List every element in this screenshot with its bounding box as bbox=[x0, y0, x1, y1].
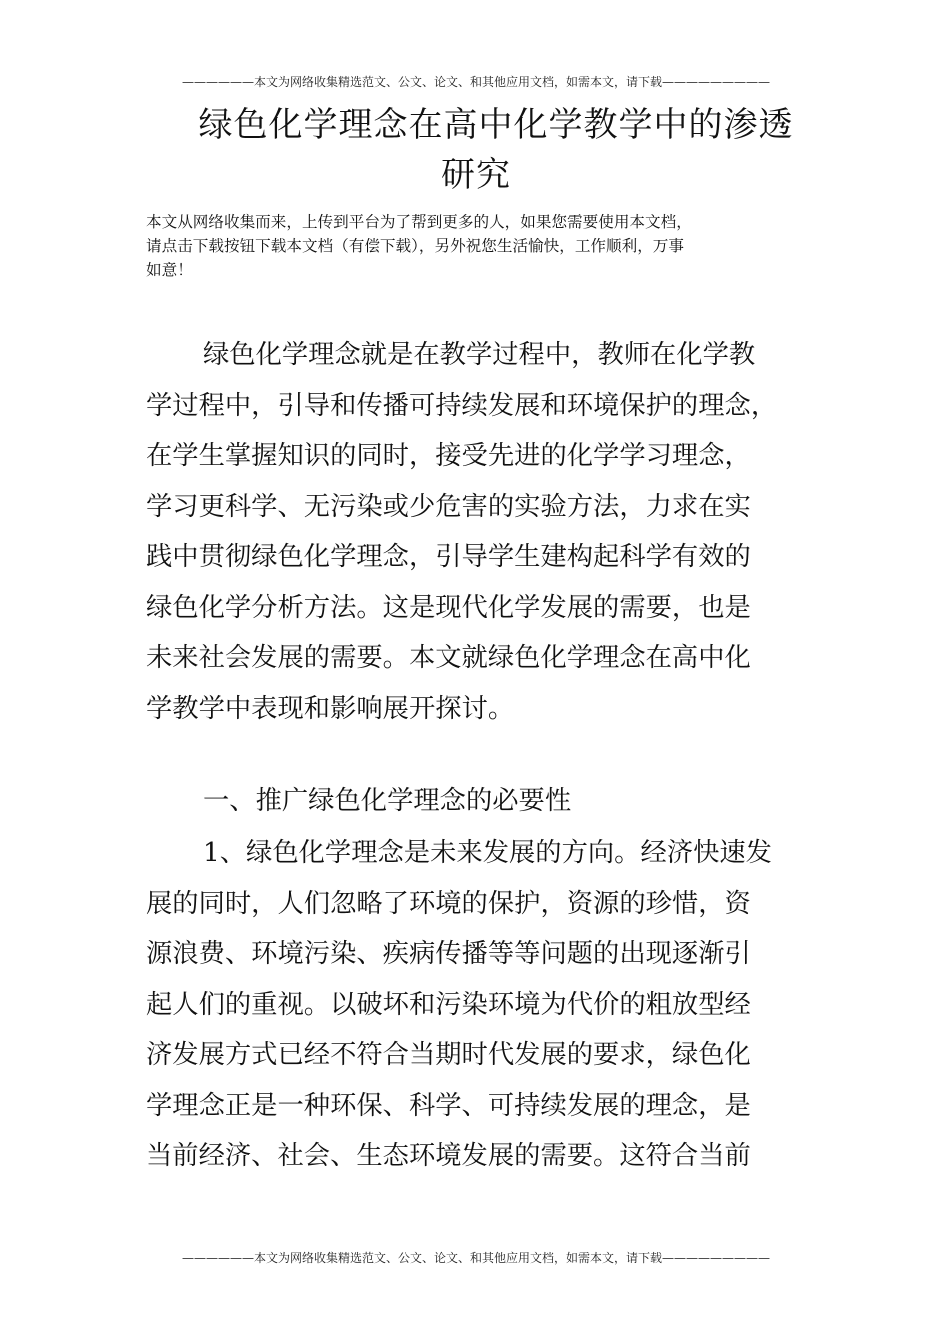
paragraph-line: 学过程中，引导和传播可持续发展和环境保护的理念， bbox=[146, 390, 778, 421]
paragraph-line: 学理念正是一种环保、科学、可持续发展的理念，是 bbox=[146, 1090, 751, 1121]
paragraph-line: 1、绿色化学理念是未来发展的方向。经济快速发 bbox=[203, 838, 772, 868]
notice-line: 本文从网络收集而来，上传到平台为了帮到更多的人，如果您需要使用本文档， bbox=[146, 213, 692, 231]
paragraph-line: 学习更科学、无污染或少危害的实验方法，力求在实 bbox=[146, 491, 751, 522]
paragraph-line: 展的同时，人们忽略了环境的保护，资源的珍惜，资 bbox=[146, 888, 751, 919]
paragraph-line: 在学生掌握知识的同时，接受先进的化学学习理念， bbox=[146, 441, 751, 471]
paragraph-line: 源浪费、环境污染、疾病传播等等问题的出现逐渐引 bbox=[146, 939, 751, 969]
notice-line: 请点击下载按钮下载本文档（有偿下载），另外祝您生活愉快，工作顺利，万事 bbox=[146, 237, 684, 255]
paragraph-line: 绿色化学理念就是在教学过程中，教师在化学教 bbox=[203, 340, 756, 370]
paragraph-line: 济发展方式已经不符合当期时代发展的要求，绿色化 bbox=[146, 1040, 751, 1070]
paragraph-line: 未来社会发展的需要。本文就绿色化学理念在高中化 bbox=[146, 643, 751, 673]
paragraph-line: 学教学中表现和影响展开探讨。 bbox=[146, 693, 515, 724]
header-banner: ——————本文为网络收集精选范文、公文、论文、和其他应用文档，如需本文，请下载————————— bbox=[181, 75, 770, 89]
paragraph-line: 践中贯彻绿色化学理念，引导学生建构起科学有效的 bbox=[146, 542, 751, 572]
notice-line: 如意！ bbox=[146, 261, 193, 279]
section-heading-text: 一、推广绿色化学理念的必要性 bbox=[203, 786, 572, 816]
section-paragraph bbox=[146, 828, 810, 1182]
section-heading bbox=[146, 776, 810, 827]
paragraph-line: 绿色化学分析方法。这是现代化学发展的需要，也是 bbox=[146, 592, 751, 623]
footer-banner: ——————本文为网络收集精选范文、公文、论文、和其他应用文档，如需本文，请下载————————— bbox=[181, 1251, 770, 1265]
intro-paragraph bbox=[146, 330, 810, 734]
paragraph-line: 起人们的重视。以破坏和污染环境为代价的粗放型经 bbox=[146, 989, 751, 1020]
download-notice bbox=[146, 210, 810, 282]
document-title bbox=[146, 100, 806, 200]
paragraph-line: 当前经济、社会、生态环境发展的需要。这符合当前 bbox=[146, 1141, 751, 1171]
title-line-1: 绿色化学理念在高中化学教学中的渗透 bbox=[198, 105, 794, 145]
title-line-2: 研究 bbox=[441, 155, 511, 195]
